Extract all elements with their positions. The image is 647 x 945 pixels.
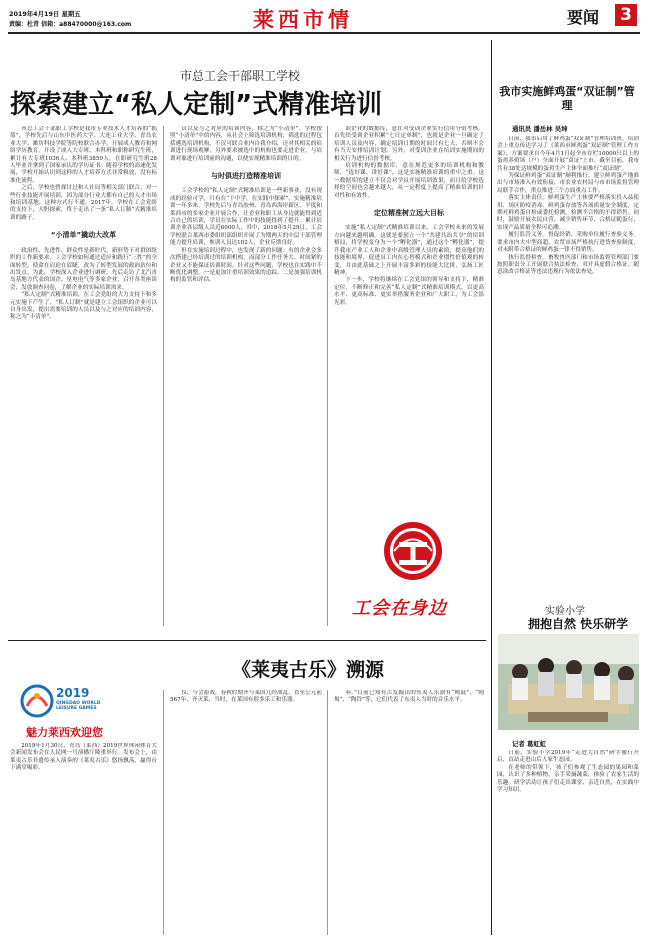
games-logo-year: 2019: [56, 686, 90, 700]
lower-col1-para1: 2019年1月30日，青岛（莱西）2019世界休闲体育大会新闻发布会在人民网一号演播厅隆重举行。发布会上，由莱夷古乐非遗传承人演奏的《莱夷古乐》悠扬飘荡，赢得台下满堂喝彩。: [10, 743, 157, 772]
right-bottom-para1: 日前，实验小学2019年“走进大自然”研学旅行开启，首站走进山后人家生态园。: [497, 750, 639, 764]
page-number-badge: [615, 4, 637, 26]
union-logo: [382, 520, 444, 582]
lower-story-rule: [8, 640, 486, 641]
lead-col1: [10, 126, 157, 631]
right-bottom-para2: 在老师的带领下，孩子们参观了生态园的果园和菜园，认识了多种植物，亲手采摘蔬菜，体验了农家生活的乐趣。研学活动让孩子们走出课堂、亲近自然，在实践中学习知识。: [497, 764, 639, 794]
lead-subhead-3: 定位精准树立远大目标: [374, 209, 444, 218]
games-logo-text: QINGDAO WORLD LEISURE GAMES: [56, 701, 101, 711]
lead-col2-para1: 员以及与之对应的培训内容，称之为“小清单”。学校按照“小清单”中的内容，从社会上筛选培训机构，筛选的过程包括遴选培训机构，不仅可联合业内自我介绍，还对其相关的培训进行现场观摩，另外要求被选中的机构也要走进企业，与培训对象进行培训前的沟通，以便实现精准培训的目的。: [170, 126, 322, 162]
lead-col2-para2: 工会学校的“私人定制”式精准培训是一些新事业，没有现成的经验可学，只有在“干中学，在实践中探索”。实施精准培训一年多来，学校先后与青岛胶州、青岛西海岸新区、平度和莱西市的多家企业开展合作，让企业和职工从身边就能得到适合自己的培训，学员在实际工作中的技能得到了提升。累计培训企业各层级人员近6000人，其中，2018年5月29日，工会学校联合莱西市委组织部组织开展了为期两天的中层干部管理能力提升培训，参训人员达102人，企业反馈良好。: [170, 188, 322, 247]
lower-col1: [10, 743, 157, 938]
right-story-para5: 执行监督检查。畜牧兽医部门和市场监督管理部门要按照职责分工开展联合执法检查，对开具虚假合格证、随意涂改合格证等违法违规行为依法查处。: [497, 254, 639, 276]
right-bottom-kicker: 实验小学: [545, 606, 585, 617]
lower-col3-para1: 奏。”目前已知有古发掘出的东夷人乐器有“陶鼓”、“陶埙”、“陶铃”等，它们代表了东夷人当时的音乐水平。: [334, 690, 484, 704]
right-story-reporter: 通讯员 潘岳林 吴坤: [512, 125, 568, 133]
lead-col2-para3: 但在实施培训过程中，也发现了新的问题：有的企业会多次搭建已经培训过的培训机构，而部分工作任务大、时间紧的企业又不能保证培训时间。针对这些问题，学校也在实践中不断优化调整，一是更加注重培训效果的追踪。二是加强培训机构的监管和评估。: [170, 247, 322, 284]
lead-col3-para3: 实施“私人定制”式精准培训以来，工会学校未来的发展方向越来越明确。这就是要创立一个“共建共治共享”的培训格局，将学校变身为一个“孵化器”，通过这个“孵化器”，提升我市产业工人和企业中高级管理人员的素质，提高他们的技能和境界，促进员工内在心智模式和企业惯性价值观的转变，并由此基础之上开展丰富多彩的技能大比拼，弘扬工匠精神。: [334, 225, 484, 276]
column-divider: [327, 690, 328, 935]
lead-headline: 探索建立“私人定制”式精准培训: [10, 90, 383, 120]
column-divider: [163, 690, 164, 935]
lower-slogan: 魅力莱西欢迎您: [26, 726, 103, 739]
right-story-para3: 落实主体责任。鲜鸡蛋生产主体要严格落实投入品使用、场区防疫消毒、鲜鸡蛋存放等各项质量安全制度，定期对鲜鸡蛋自检或委托检测，检测不合格的不得销售。同时，鼓励开展农民自营，减少销售环节，合格证随蛋行，实现产品质量全程可追溯。: [497, 195, 639, 231]
lower-col2-para1: 仪、与会游戏，春秋时期齐与莱国几经战乱，直至公元前567年，齐灭莱，当时，在莱国有很多乐工和乐器。: [170, 690, 322, 704]
right-story-headline: [497, 85, 637, 113]
header-rule: [8, 32, 640, 34]
right-story-title: 我市实施鲜鸡蛋“双证制”管理: [499, 85, 635, 112]
lead-col3-para2: 培训机构的数据库，意在规范更多的培训机构和教师、“选好课、讲好课”，这是实施精准培训的重中之重。这一数据库的建立不仅会对学员开展培训效果，而且给学校选择的空间也会越来越大，从一定程度上提高了精准培训的针对性和有效性。: [334, 163, 484, 199]
lead-col1-para3: 政治性、先进性、群众性是新时代、新形势下对群团组织的工作新要求，工会学校如何通过适应和践行“三性”的全面转型，使命在肩迫在眉睫，改为了转型发展的政治站位和出发点。为此，学校深入企业进行调研，先后走访了北汽青岛基地方代表的国企、星电电气等多家企业，召开各类座谈会，发放调查问卷，了解企业的实际培训需求。: [10, 247, 157, 291]
lead-subhead-2: 与时俱进打造精准培训: [211, 172, 281, 181]
lower-col3: [334, 690, 484, 938]
right-story-body: [497, 136, 639, 591]
masthead-title: 莱西市情: [253, 7, 353, 32]
lead-col3: [334, 126, 484, 516]
section-title: 要闻: [567, 8, 600, 27]
right-story-para2: 为保证鲜鸡蛋“双证制”顺利推行，建立鲜鸡蛋产地准出与市场准入有效衔接，市农业农村局与市市场监督管理局联手合作，重点推进三个方面重点工作。: [497, 173, 639, 194]
lead-col1-para4: “私人定制”式精准培训，在工会党组的大力支持下和多元实施下产生了，“私人订制”就是建立工会组织的企业可以自身出发，提出需要培训的人员以及与之对应的培训内容，称之为“小清单”。: [10, 292, 157, 321]
right-bottom-body: [497, 750, 639, 938]
column-divider: [327, 126, 328, 626]
lower-col2: [170, 690, 322, 938]
lead-col1-para2: 之后，学校也曾探讨过和人社局等相关部门联合，对一些行业技能开展培训，因为部分行业大都有自己的人才市场和培训基地，这种方式行不通。2017年，学校在工会党组的支持下，大胆探索，终于走出了一条“私人订制”式精准培训的路子。: [10, 185, 157, 221]
right-bottom-reporter: 记者 葛虹虹: [512, 740, 547, 748]
lead-kicker: 市总工会干部职工学校: [180, 69, 301, 83]
lead-col2: [170, 126, 322, 631]
right-column-rule: [491, 40, 492, 935]
right-story-para4: 履行监管义务。督促经销、采购单位履行查验义务。要求市内大中型商超、农贸市场严格执行进货查验制度，对未附带合格证的鲜鸡蛋一律不得销售。: [497, 232, 639, 254]
lead-col3-para1: 训企业的数据库，意在对受训企业实行信用分值考核。首先给受训企业积累“七日定单制”，也就是企业一旦确定了培训人员及内容，确定培训日期的时间只有七天，否则不会有当天安排培训计划。另外，对受训企业在培训实施期间的相关行为进行信誉考核。: [334, 126, 484, 162]
lead-col1-para1: 市总工会干部职工学校是我市专业技术人才培养的“摇篮”，学校先后与山东中医药大学、大连工业大学、青岛农业大学、潍坊科技学院等院校联合办学，开展成人教育和网络学历教育。开设了成人大专班、本科班和职称研究生班，累计有大专班1036人、本科班3850人，在职研究生班28人毕业并拿到了国家承认的学历证书。随着学校的高速化发展，学校开始认识到这样的人才培养方式非常粗放，没有标准化流程。: [10, 126, 157, 184]
right-story-para1: 日前，我市启用了鲜鸡蛋“双证制”管理培训班。培训会上重点传达学习了《莱西市鲜鸡蛋“双证制”管理工作方案》，方案要求自今年4月1日起全市存栏10000只以上的蛋鸡养殖场（户）全面开展“双证”上市。截至目前，我市共有38处达规模的蛋鸡生产主体全面推行“双证制”。: [497, 136, 639, 172]
lower-story-headline: 《莱夷古乐》溯源: [232, 659, 385, 681]
header-date: 2019年4月19日 星期五: [9, 10, 81, 18]
union-slogan: 工会在身边: [352, 598, 447, 619]
page-number: 3: [620, 5, 632, 25]
lead-col3-para4: 下一步，学校将继续在工会党组的领导和支持下，精准定位，不断修正和完善“私人定制”式精准培训模式，以更高水平、更高标准、更实举措服务企业和广大职工，为工会添光彩。: [334, 277, 484, 306]
games-logo: [20, 684, 110, 720]
right-bottom-headline: 拥抱自然 快乐研学: [528, 617, 629, 631]
column-divider: [163, 126, 164, 626]
lead-subhead-1: “小清单”撬动大改革: [50, 231, 117, 240]
header-editor: 责编：杜青 信箱：a88470000@163.com: [9, 21, 132, 28]
students-photo: [498, 634, 639, 730]
